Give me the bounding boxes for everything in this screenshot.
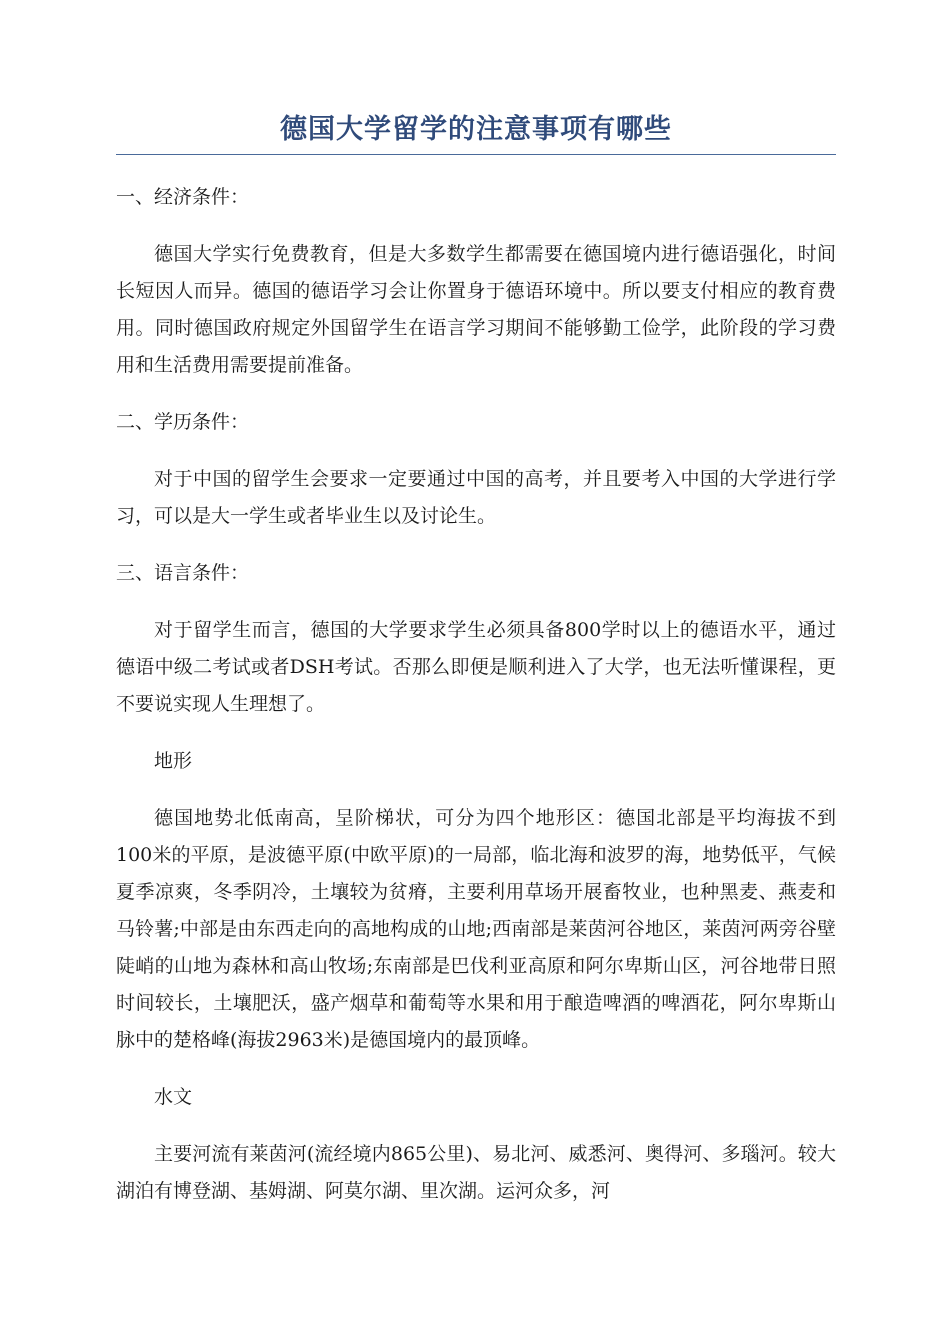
section-heading: 三、语言条件：: [116, 562, 250, 584]
section-heading: 一、经济条件：: [116, 186, 250, 208]
section-paragraph: 主要河流有莱茵河(流经境内865公里)、易北河、威悉河、奥得河、多瑙河。较大湖泊有博登湖、基姆湖、阿莫尔湖、里次湖。运河众多，河: [116, 1143, 836, 1202]
document-title: 德国大学留学的注意事项有哪些: [116, 112, 836, 155]
section-paragraph: 德国大学实行免费教育，但是大多数学生都需要在德国境内进行德语强化，时间长短因人而异。德国的德语学习会让你置身于德语环境中。所以要支付相应的教育费用。同时德国政府规定外国留学生在语言学习期间不能够勤工俭学，此阶段的学习费用和生活费用需要提前准备。: [116, 243, 836, 376]
section-language: [116, 555, 836, 723]
section-economic: [116, 179, 836, 384]
document-page: [116, 112, 836, 1230]
section-terrain: [116, 743, 836, 1059]
section-paragraph: 德国地势北低南高，呈阶梯状，可分为四个地形区：德国北部是平均海拔不到100米的平原，是波德平原(中欧平原)的一局部，临北海和波罗的海，地势低平，气候夏季凉爽，冬季阴冷，土壤较为贫瘠，主要利用草场开展畜牧业，也种黑麦、燕麦和马铃薯;中部是由东西走向的高地构成的山地;西南部是莱茵河谷地区，莱茵河两旁谷壁陡峭的山地为森林和高山牧场;东南部是巴伐利亚高原和阿尔卑斯山区，河谷地带日照时间较长，土壤肥沃，盛产烟草和葡萄等水果和用于酿造啤酒的啤酒花，阿尔卑斯山脉中的楚格峰(海拔2963米)是德国境内的最顶峰。: [116, 807, 836, 1051]
section-heading: 地形: [154, 750, 193, 772]
section-hydrology: [116, 1079, 836, 1210]
section-heading: 水文: [154, 1086, 193, 1108]
section-paragraph: 对于中国的留学生会要求一定要通过中国的高考，并且要考入中国的大学进行学习，可以是大一学生或者毕业生以及讨论生。: [116, 468, 836, 527]
section-paragraph: 对于留学生而言，德国的大学要求学生必须具备800学时以上的德语水平，通过德语中级二考试或者DSH考试。否那么即便是顺利进入了大学，也无法听懂课程，更不要说实现人生理想了。: [116, 619, 836, 715]
section-education: [116, 404, 836, 535]
section-heading: 二、学历条件：: [116, 411, 250, 433]
